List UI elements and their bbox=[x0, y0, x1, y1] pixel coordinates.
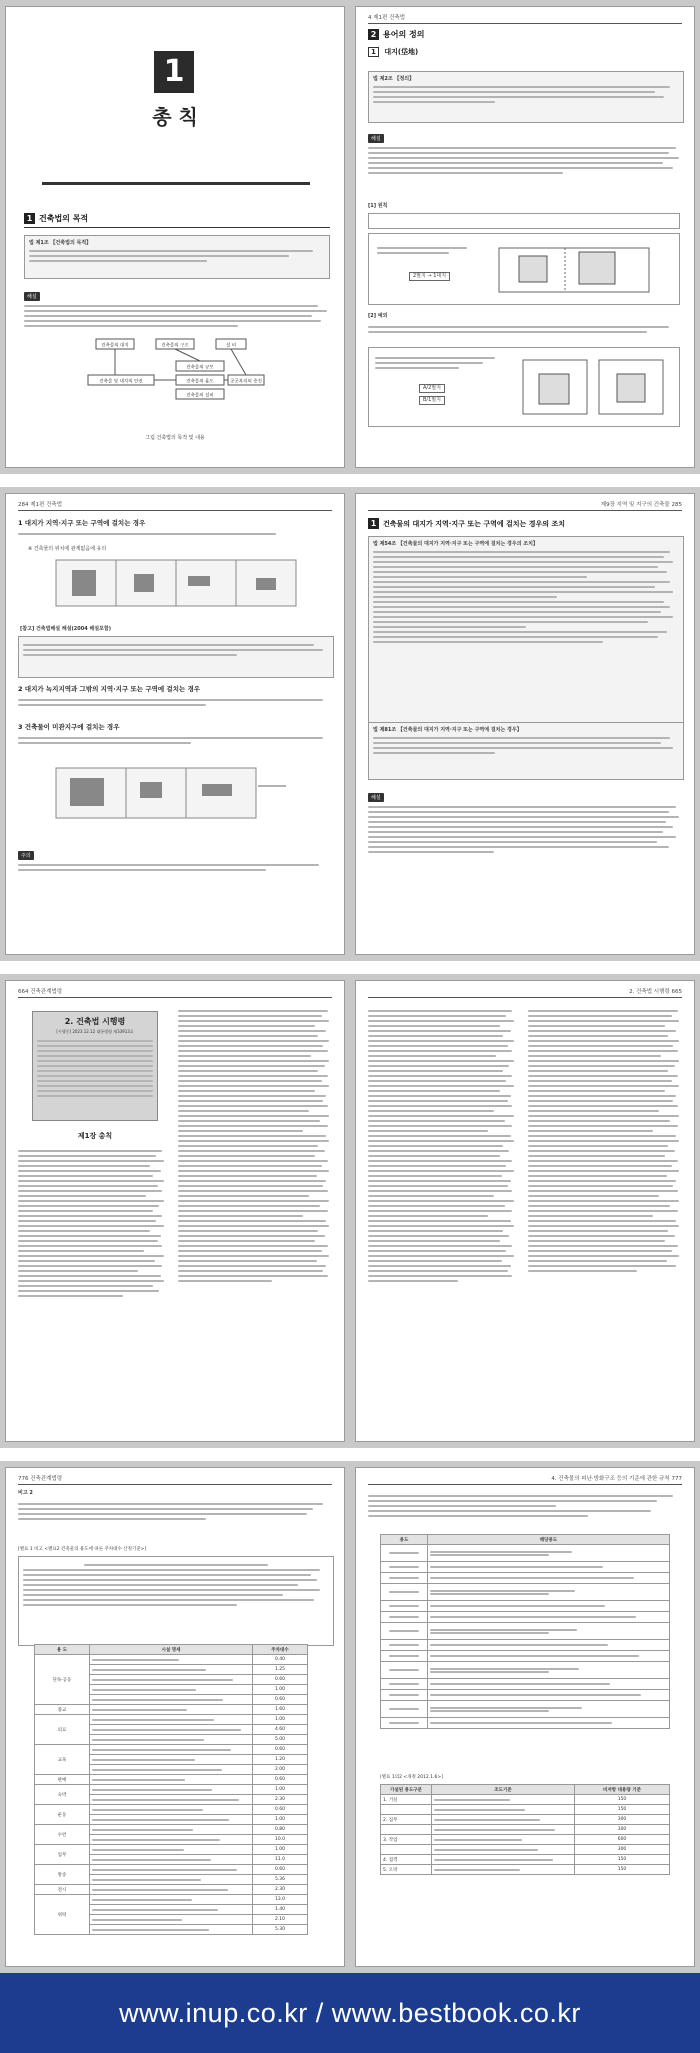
table-cell-value: 10.0 bbox=[253, 1835, 308, 1845]
table-cell-group: 판매 bbox=[35, 1775, 90, 1785]
note-tag: 해설 bbox=[368, 134, 384, 143]
page-spread-2 bbox=[0, 487, 700, 961]
table-cell-desc bbox=[90, 1725, 253, 1735]
note bbox=[18, 842, 328, 874]
subsection-number: 1 bbox=[368, 47, 379, 57]
table-row bbox=[381, 1562, 670, 1573]
table-cell-value: 0.60 bbox=[253, 1805, 308, 1815]
table-row bbox=[381, 1640, 670, 1651]
heading-1: 1 대지가 지역·지구 또는 구역에 걸치는 경우 bbox=[18, 519, 146, 527]
table-cell-category: 2. 집무 bbox=[381, 1815, 432, 1825]
table-cell-value: 1.00 bbox=[253, 1785, 308, 1795]
table-row bbox=[35, 1805, 308, 1815]
heading-2: 2 대지가 녹지지역과 그밖의 지역·지구 또는 구역에 걸치는 경우 bbox=[18, 685, 201, 693]
commentary bbox=[368, 125, 682, 177]
table-cell-category: 5. 오락 bbox=[381, 1865, 432, 1875]
zoning-chart-1 bbox=[36, 556, 306, 618]
page-header: 776 건축관계법령 bbox=[18, 1476, 63, 1482]
law-box-label: 법 제1조 【건축법의 목적】 bbox=[29, 240, 92, 246]
table-cell-value: 0.60 bbox=[253, 1675, 308, 1685]
table-cell-desc bbox=[90, 1865, 253, 1875]
table-cell-value: 300 bbox=[575, 1845, 670, 1855]
table-cell-desc bbox=[90, 1855, 253, 1865]
table-cell-value: 0.40 bbox=[253, 1655, 308, 1665]
table-row bbox=[381, 1584, 670, 1601]
page-left bbox=[5, 1467, 345, 1967]
table-row bbox=[35, 1895, 308, 1905]
table-cell-group: 의료 bbox=[35, 1715, 90, 1745]
diagram-label: 건축물의 대지 bbox=[101, 343, 129, 349]
table-cell-desc bbox=[90, 1805, 253, 1815]
table-header: 용도 bbox=[381, 1535, 428, 1545]
table-cell-group: 전시 bbox=[35, 1885, 90, 1895]
page-header: 284 제1편 건축법 bbox=[18, 502, 63, 508]
footer-url-text[interactable]: www.inup.co.kr / www.bestbook.co.kr bbox=[119, 1997, 581, 2028]
heading-3: 3 건축물이 미관지구에 걸치는 경우 bbox=[18, 723, 120, 731]
table-cell-value: 1.40 bbox=[253, 1905, 308, 1915]
table-row bbox=[35, 1865, 308, 1875]
table-cell-desc bbox=[90, 1785, 253, 1795]
table-cell-value: 2.00 bbox=[253, 1765, 308, 1775]
chart-title: ※ 건축물의 위치에 관계없음에 유의 bbox=[28, 546, 107, 552]
act-subtitle: [시행중] 2023.12.12 대통령령 제33913호 bbox=[56, 1029, 134, 1034]
table-row bbox=[381, 1865, 670, 1875]
diagram-label: 설 비 bbox=[225, 343, 237, 349]
act-title: 2. 건축법 시행령 bbox=[64, 1017, 126, 1026]
table-cell-value: 0.60 bbox=[253, 1775, 308, 1785]
section-title: 건축법의 목적 bbox=[39, 214, 89, 223]
law-box bbox=[368, 536, 684, 724]
table-cell-value: 5.30 bbox=[253, 1925, 308, 1935]
purpose-diagram bbox=[86, 337, 266, 427]
section-number: 1 bbox=[368, 518, 379, 529]
exception-figure bbox=[368, 347, 680, 427]
table-row bbox=[381, 1718, 670, 1729]
diagram-label: 건축물의 구조 bbox=[161, 343, 189, 349]
law-box bbox=[368, 722, 684, 780]
table-row bbox=[381, 1545, 670, 1562]
page-right bbox=[355, 6, 695, 468]
table-cell-value: 0.60 bbox=[253, 1865, 308, 1875]
note-tag: 해설 bbox=[24, 292, 40, 301]
column-left bbox=[18, 1147, 168, 1300]
table-cell-desc bbox=[90, 1775, 253, 1785]
table-cell-value: 150 bbox=[575, 1795, 670, 1805]
chapter-title: 총 칙 bbox=[152, 105, 198, 129]
table-row bbox=[35, 1775, 308, 1785]
table-row bbox=[381, 1623, 670, 1640]
figure-tag: B/1필지 bbox=[419, 396, 445, 405]
law-box bbox=[24, 235, 330, 279]
table-cell-desc bbox=[90, 1795, 253, 1805]
table-row bbox=[35, 1845, 308, 1855]
table-cell-desc bbox=[90, 1695, 253, 1705]
table-row bbox=[381, 1855, 670, 1865]
zoning-chart-2 bbox=[36, 762, 306, 832]
table-row bbox=[35, 1705, 308, 1715]
table-cell-value: 1.00 bbox=[253, 1845, 308, 1855]
law-box-label: 법 제81조 【건축물의 대지가 지역·지구 또는 구역에 걸치는 경우】 bbox=[373, 727, 522, 733]
chapter-number-box: 1 bbox=[154, 51, 194, 93]
table-cell-desc bbox=[90, 1875, 253, 1885]
figure-tag: A/2필지 bbox=[419, 384, 445, 393]
use-table bbox=[380, 1534, 670, 1729]
table-cell-group: 위락 bbox=[35, 1895, 90, 1935]
table-cell-value: 1.25 bbox=[253, 1665, 308, 1675]
page-left bbox=[5, 493, 345, 955]
principle-box bbox=[368, 213, 680, 229]
table-cell-desc bbox=[90, 1905, 253, 1915]
page-header: 4 제1편 건축법 bbox=[368, 15, 406, 21]
table-row bbox=[381, 1612, 670, 1623]
section-heading bbox=[24, 213, 88, 224]
table-cell-category: 1. 거실 bbox=[381, 1795, 432, 1805]
page-left bbox=[5, 980, 345, 1442]
table-cell-value: 300 bbox=[575, 1825, 670, 1835]
table-cell-value: 1.00 bbox=[253, 1685, 308, 1695]
note-tag: 주의 bbox=[18, 851, 34, 860]
table-row bbox=[381, 1573, 670, 1584]
table-cell-value: 1.60 bbox=[253, 1705, 308, 1715]
table-cell-group: 수련 bbox=[35, 1825, 90, 1845]
table-cell-value: 0.60 bbox=[253, 1745, 308, 1755]
table-header: 주차대수 bbox=[253, 1645, 308, 1655]
table-cell-desc bbox=[90, 1745, 253, 1755]
table-cell-desc bbox=[90, 1815, 253, 1825]
table-row bbox=[381, 1835, 670, 1845]
page-header: 4. 건축물의 피난·방화구조 등의 기준에 관한 규칙 777 bbox=[551, 1476, 682, 1482]
table-cell-desc bbox=[90, 1845, 253, 1855]
table-cell-group: 교육 bbox=[35, 1745, 90, 1775]
page-header: 664 건축관계법령 bbox=[18, 989, 63, 995]
table-row bbox=[35, 1785, 308, 1795]
table-cell-desc bbox=[90, 1685, 253, 1695]
table-cell-desc bbox=[90, 1885, 253, 1895]
table-row bbox=[381, 1651, 670, 1662]
diagram-label: 건축물 및 대지의 안전 bbox=[99, 379, 143, 385]
table-row bbox=[35, 1825, 308, 1835]
table-cell-group: 단독·공동 bbox=[35, 1655, 90, 1705]
section-heading bbox=[368, 518, 565, 529]
table-header: 시설 명세 bbox=[90, 1645, 253, 1655]
exception-heading: [2] 예외 bbox=[368, 313, 388, 319]
table-cell-value: 300 bbox=[575, 1815, 670, 1825]
note-tag: 해설 bbox=[368, 793, 384, 802]
table-cell-value: 5.36 bbox=[253, 1875, 308, 1885]
table-cell-value: 1.20 bbox=[253, 1755, 308, 1765]
table-header: 비저항 대용량 기준 bbox=[575, 1785, 670, 1795]
table-cell-group: 업무 bbox=[35, 1845, 90, 1865]
parking-table bbox=[34, 1644, 308, 1935]
table-cell-value: 2.30 bbox=[253, 1885, 308, 1895]
table-row bbox=[381, 1601, 670, 1612]
subsection-title: 대지(垈地) bbox=[384, 48, 419, 56]
table-row bbox=[381, 1701, 670, 1718]
commentary bbox=[24, 283, 330, 330]
table-cell-category bbox=[381, 1805, 432, 1815]
table-row bbox=[381, 1662, 670, 1679]
table-cell-group: 숙박 bbox=[35, 1785, 90, 1805]
section-title: 용어의 정의 bbox=[383, 30, 425, 39]
table-cell-value: 0.60 bbox=[253, 1695, 308, 1705]
table-cell-desc bbox=[90, 1705, 253, 1715]
table-cell-group: 운동 bbox=[35, 1805, 90, 1825]
table-row bbox=[381, 1845, 670, 1855]
table-cell-desc bbox=[90, 1915, 253, 1925]
diagram-label: 건축물의 용도 bbox=[186, 379, 214, 385]
table-header: 해당용도 bbox=[428, 1535, 670, 1545]
table-cell-value: 150 bbox=[575, 1805, 670, 1815]
table-cell-group: 종교 bbox=[35, 1705, 90, 1715]
page-spread-1 bbox=[0, 0, 700, 474]
table-cell-desc bbox=[90, 1665, 253, 1675]
table-cell-value: 11.0 bbox=[253, 1855, 308, 1865]
table-cell-desc bbox=[90, 1895, 253, 1905]
table-row bbox=[35, 1655, 308, 1665]
section-number: 1 bbox=[24, 213, 35, 224]
bracket-heading: [참고] 건축법해설 해설(2004 해설포함) bbox=[20, 626, 112, 632]
remark-label: 비고 2 bbox=[18, 1490, 33, 1496]
table-cell-desc bbox=[90, 1735, 253, 1745]
table-row bbox=[35, 1745, 308, 1755]
diagram-label: 건축물의 설비 bbox=[186, 393, 214, 399]
table-row bbox=[381, 1805, 670, 1815]
chapter-title: 제1장 총칙 bbox=[77, 1132, 113, 1140]
table-cell-value: 1.00 bbox=[253, 1715, 308, 1725]
table-cell-value: 150 bbox=[575, 1865, 670, 1875]
table-cell-desc bbox=[90, 1675, 253, 1685]
table-cell-category bbox=[381, 1845, 432, 1855]
section-underline bbox=[24, 227, 330, 228]
table-cell-value: 1.00 bbox=[253, 1815, 308, 1825]
table-cell-value: 2.30 bbox=[253, 1795, 308, 1805]
table-row bbox=[381, 1815, 670, 1825]
table-header: 용 도 bbox=[35, 1645, 90, 1655]
table-row bbox=[35, 1715, 308, 1725]
figure-caption: 그림 건축법의 목적 및 내용 bbox=[145, 435, 205, 441]
table-cell-desc bbox=[90, 1715, 253, 1725]
column-left bbox=[368, 1007, 518, 1285]
table-cell-desc bbox=[90, 1835, 253, 1845]
table-row bbox=[381, 1679, 670, 1690]
table-caption: [별표 1 비고 <별표2 건축물의 용도에 따른 주차대수 산정기준>] bbox=[18, 1547, 147, 1552]
column-right bbox=[528, 1007, 684, 1275]
table-cell-desc bbox=[90, 1765, 253, 1775]
table-header: 조도기준 bbox=[432, 1785, 575, 1795]
table-cell-value: 0.80 bbox=[253, 1825, 308, 1835]
table-cell-desc bbox=[90, 1755, 253, 1765]
subsection-heading bbox=[368, 47, 418, 57]
table-header: 가설된 용도구분 bbox=[381, 1785, 432, 1795]
table-cell-value: 4.60 bbox=[253, 1725, 308, 1735]
page-spread-3 bbox=[0, 974, 700, 1448]
page-right bbox=[355, 980, 695, 1442]
page-header: 제9장 지역 및 지구의 건축물 285 bbox=[600, 502, 682, 508]
table-cell-value: 2.10 bbox=[253, 1915, 308, 1925]
table-cell-category bbox=[381, 1825, 432, 1835]
act-title-box bbox=[32, 1011, 158, 1121]
table-cell-value: 600 bbox=[575, 1835, 670, 1845]
table-cell-category: 4. 접객 bbox=[381, 1855, 432, 1865]
table-row bbox=[381, 1795, 670, 1805]
column-right bbox=[178, 1007, 334, 1285]
table-caption: [별표 1의2 <개정 2012.1.6>] bbox=[380, 1775, 443, 1780]
page-spread-4 bbox=[0, 1461, 700, 1973]
table-row bbox=[35, 1885, 308, 1895]
principle-heading: [1] 원칙 bbox=[368, 203, 388, 209]
table-cell-group: 방송 bbox=[35, 1865, 90, 1885]
page-left bbox=[5, 6, 345, 468]
table-cell-value: 5.00 bbox=[253, 1735, 308, 1745]
law-box bbox=[368, 71, 684, 123]
law-box-label: 법 제2조 【정의】 bbox=[373, 76, 415, 82]
table-cell-desc bbox=[90, 1825, 253, 1835]
page-right bbox=[355, 493, 695, 955]
table-row bbox=[381, 1825, 670, 1835]
footer-banner bbox=[0, 1973, 700, 2053]
figure-tag: 2필지 → 1대지 bbox=[409, 272, 450, 281]
section-title: 건축물의 대지가 지역·지구 또는 구역에 걸치는 경우의 조치 bbox=[383, 519, 566, 528]
table-cell-desc bbox=[90, 1655, 253, 1665]
table-cell-value: 13.0 bbox=[253, 1895, 308, 1905]
illuminance-table bbox=[380, 1784, 670, 1875]
diagram-label: 공공복리의 증진 bbox=[230, 379, 262, 385]
law-box-label: 법 제54조 【건축물의 대지가 지역·지구 또는 구역에 걸치는 경우의 조치】 bbox=[373, 541, 538, 547]
section-number: 2 bbox=[368, 29, 379, 40]
principle-figure bbox=[368, 233, 680, 305]
page-header: 2. 건축법 시행령 665 bbox=[629, 989, 682, 995]
commentary bbox=[368, 784, 682, 856]
diagram-label: 건축물의 규모 bbox=[186, 365, 214, 371]
table-row bbox=[381, 1690, 670, 1701]
table-cell-value: 150 bbox=[575, 1855, 670, 1865]
page-right bbox=[355, 1467, 695, 1967]
table-cell-category: 3. 작업 bbox=[381, 1835, 432, 1845]
section-heading bbox=[368, 29, 424, 40]
chapter-rule bbox=[42, 182, 310, 185]
table-cell-desc bbox=[90, 1925, 253, 1935]
